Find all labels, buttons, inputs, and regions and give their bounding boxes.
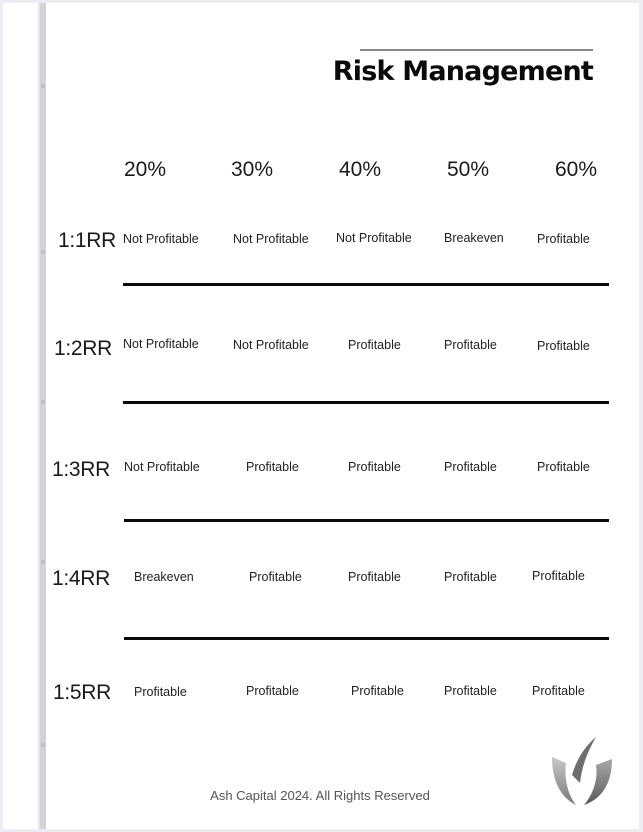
page-title: Risk Management bbox=[332, 56, 593, 87]
document-page bbox=[3, 3, 639, 829]
table-cell: Profitable bbox=[537, 232, 590, 246]
table-cell: Profitable bbox=[532, 684, 585, 698]
row-label: 1:2RR bbox=[54, 337, 113, 360]
binding-dot bbox=[41, 84, 45, 88]
row-label: 1:1RR bbox=[58, 229, 117, 252]
row-separator bbox=[124, 637, 609, 640]
row-separator bbox=[123, 283, 609, 286]
table-cell: Profitable bbox=[246, 460, 299, 474]
row-separator bbox=[123, 401, 609, 404]
binding-dot bbox=[41, 743, 45, 747]
ash-capital-logo-icon bbox=[550, 735, 614, 807]
table-cell: Profitable bbox=[444, 684, 497, 698]
binding-dot bbox=[41, 400, 45, 404]
row-label: 1:3RR bbox=[52, 458, 111, 481]
row-separator bbox=[124, 519, 609, 522]
table-cell: Profitable bbox=[348, 570, 401, 584]
binding-dot bbox=[41, 560, 45, 564]
footer-copyright: Ash Capital 2024. All Rights Reserved bbox=[210, 788, 430, 803]
table-cell: Profitable bbox=[444, 338, 497, 352]
table-cell: Profitable bbox=[348, 460, 401, 474]
table-cell: Not Profitable bbox=[123, 337, 199, 351]
column-header: 20% bbox=[124, 158, 167, 181]
table-cell: Profitable bbox=[444, 570, 497, 584]
column-header: 30% bbox=[231, 158, 274, 181]
title-rule bbox=[360, 49, 593, 51]
table-cell: Not Profitable bbox=[124, 460, 200, 474]
column-header: 40% bbox=[339, 158, 382, 181]
row-label: 1:5RR bbox=[53, 681, 112, 704]
table-cell: Not Profitable bbox=[233, 338, 309, 352]
table-cell: Profitable bbox=[351, 684, 404, 698]
table-cell: Breakeven bbox=[444, 231, 504, 245]
table-cell: Not Profitable bbox=[123, 232, 199, 246]
table-cell: Breakeven bbox=[134, 570, 194, 584]
binding-dot bbox=[41, 250, 45, 254]
column-header: 60% bbox=[555, 158, 598, 181]
row-label: 1:4RR bbox=[52, 567, 111, 590]
table-cell: Not Profitable bbox=[233, 232, 309, 246]
binding-strip bbox=[40, 3, 46, 829]
table-cell: Profitable bbox=[532, 569, 585, 583]
column-header: 50% bbox=[447, 158, 490, 181]
table-cell: Profitable bbox=[134, 685, 187, 699]
table-cell: Profitable bbox=[249, 570, 302, 584]
table-cell: Profitable bbox=[246, 684, 299, 698]
table-cell: Not Profitable bbox=[336, 231, 412, 245]
table-cell: Profitable bbox=[444, 460, 497, 474]
table-cell: Profitable bbox=[537, 460, 590, 474]
table-cell: Profitable bbox=[348, 338, 401, 352]
table-cell: Profitable bbox=[537, 339, 590, 353]
